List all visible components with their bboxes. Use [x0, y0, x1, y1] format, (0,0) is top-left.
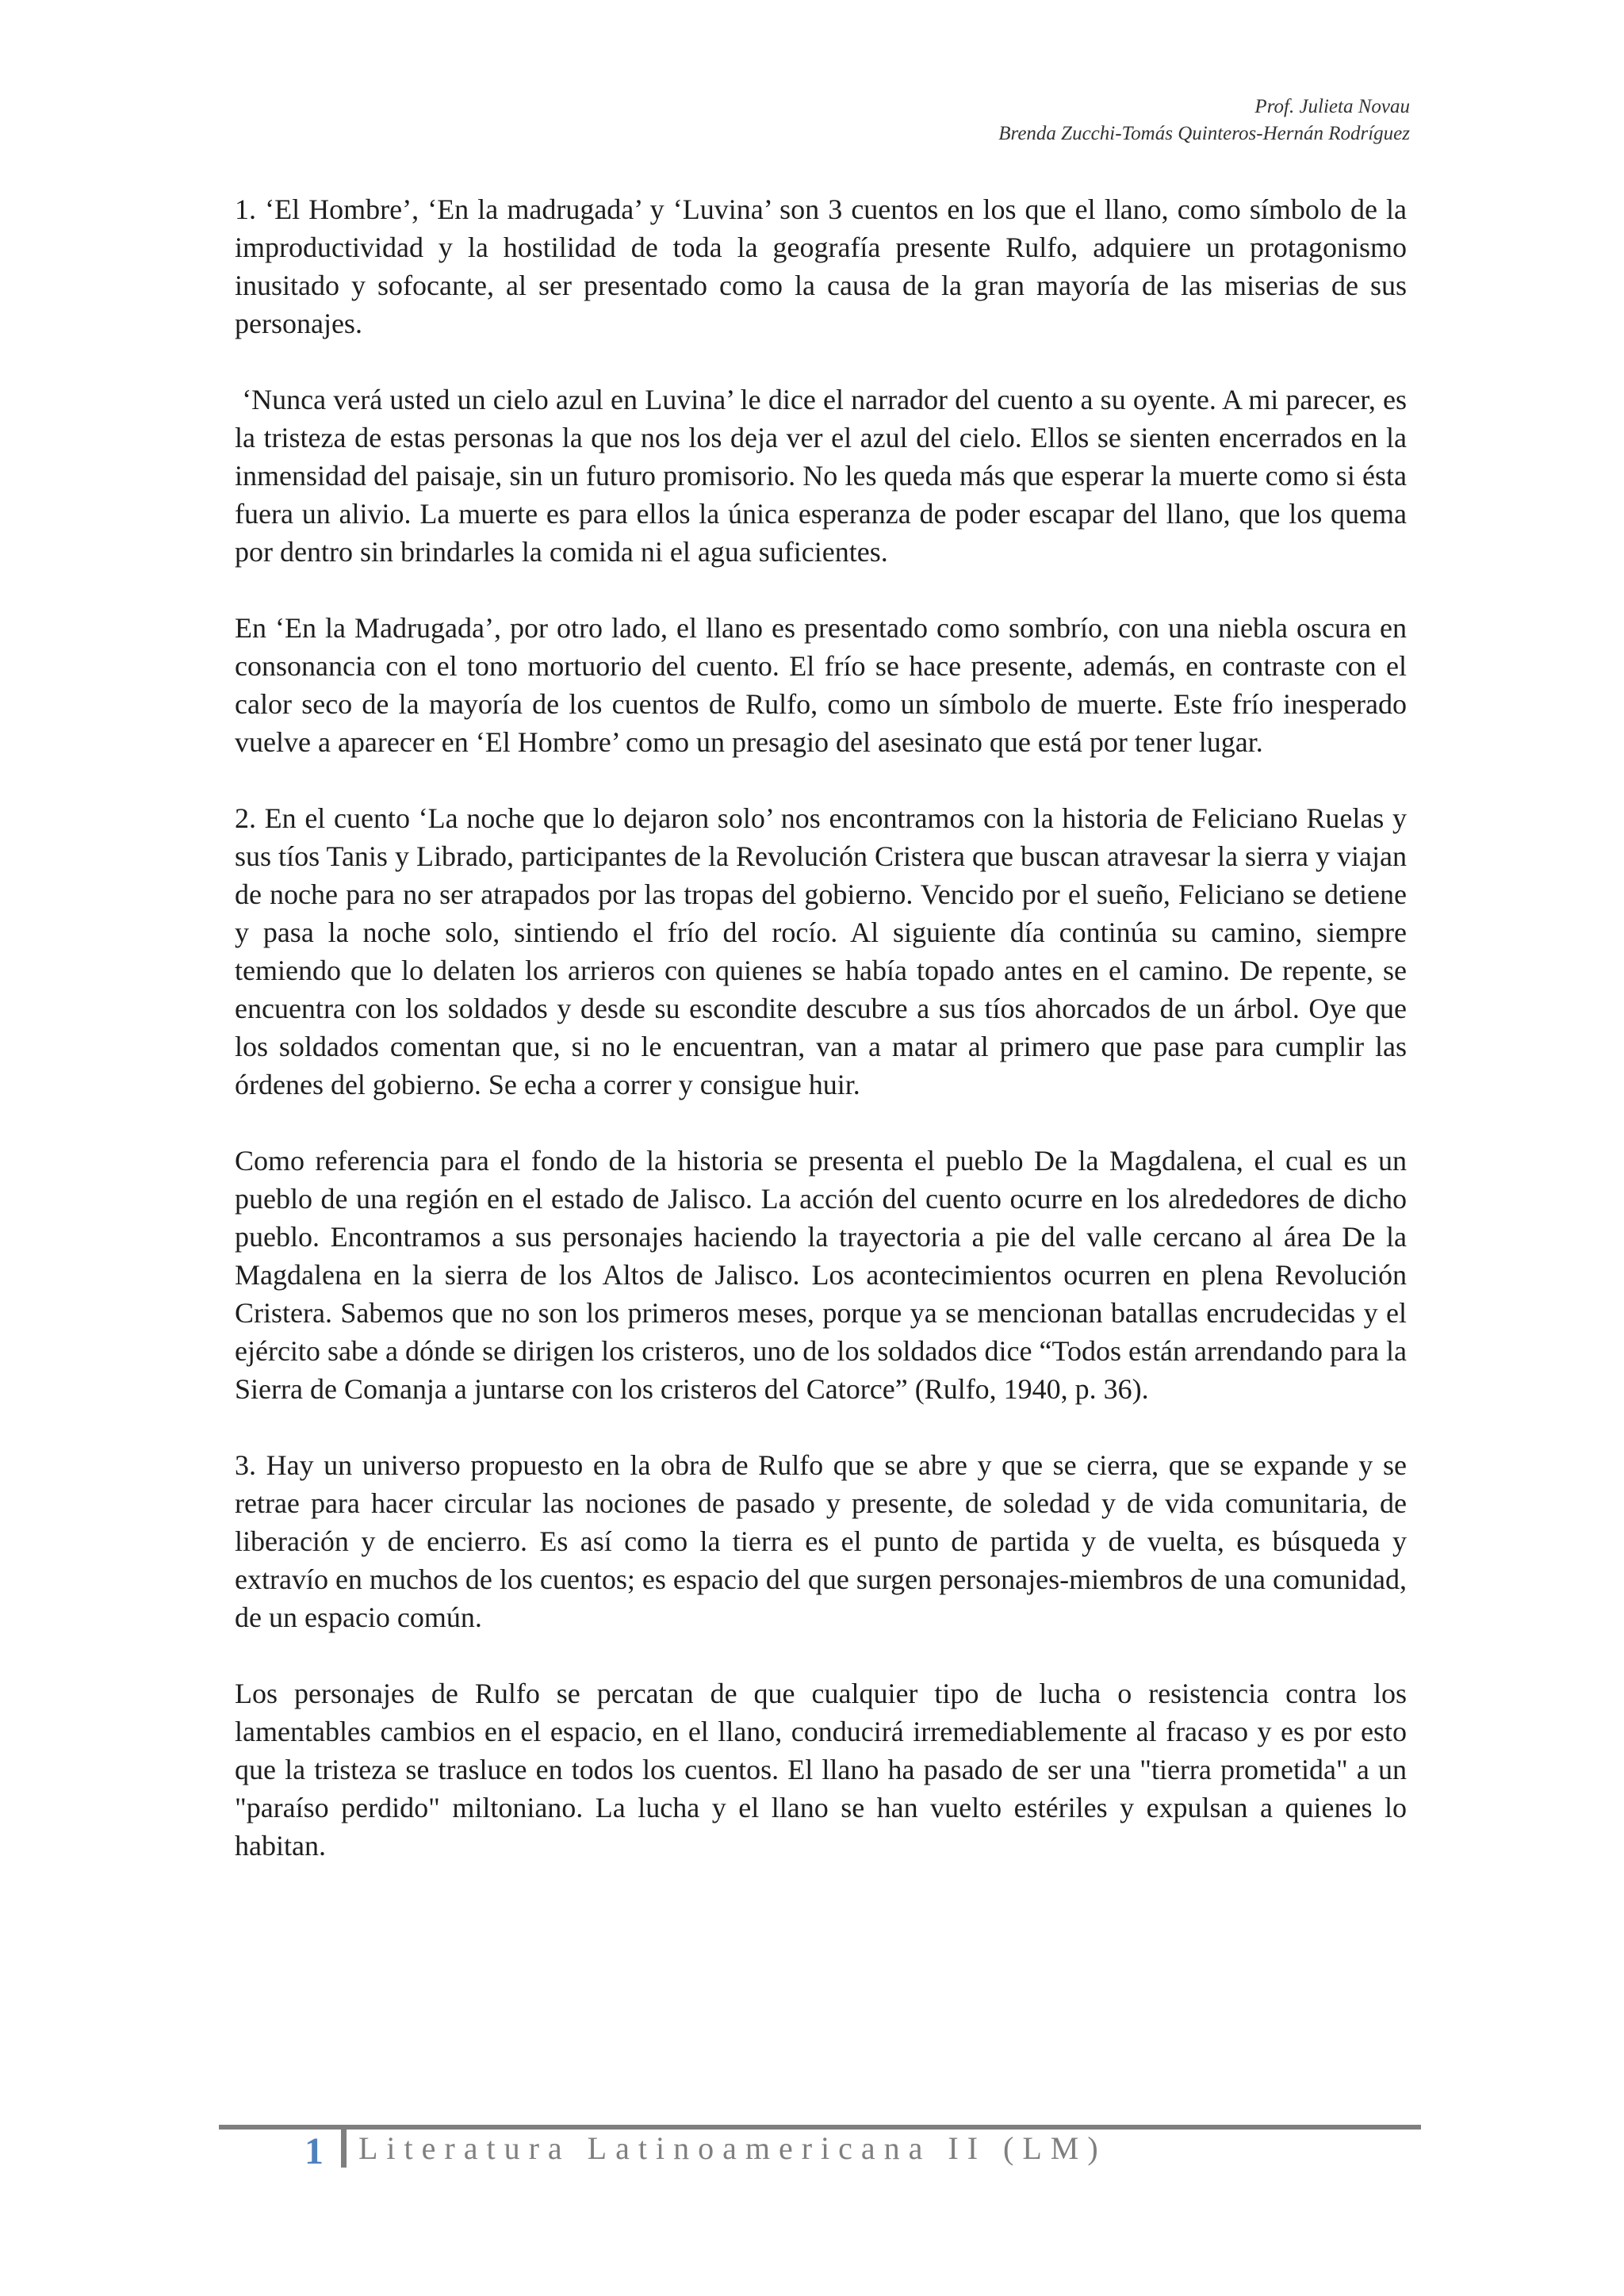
paragraph-2: ‘Nunca verá usted un cielo azul en Luvina’ le dice el narrador del cuento a su oyente. A mi parecer, es la tristeza de estas personas la que nos los deja ver el azul del cielo. Ellos se sienten encerrados en la inmensidad del paisaje, sin un futuro promisorio. No les queda más que esperar la muerte como si ésta fuera un alivio. La muerte es para ellos la única esperanza de poder escapar del llano, que los quema por dentro sin brindarles la comida ni el agua suficientes.: [235, 384, 1415, 568]
paragraph-5: Como referencia para el fondo de la historia se presenta el pueblo De la Magdalena, el cual es un pueblo de una región en el estado de Jalisco. La acción del cuento ocurre en los alrededores de dicho pueblo. Encontramos a sus personajes haciendo la trayectoria a pie del valle cercano al área De la Magdalena en la sierra de los Altos de Jalisco. Los acontecimientos ocurren en plena Revolución Cristera. Sabemos que no son los primeros meses, porque ya se mencionan batallas encrudecidas y el ejército sabe a dónde se dirigen los cristeros, uno de los soldados dice “Todos están arrendando para la Sierra de Comanja a juntarse con los cristeros del Catorce” (Rulfo, 1940, p. 36).: [235, 1145, 1407, 1405]
footer-course-title: Literatura Latinoamericana II (LM): [358, 2130, 1107, 2166]
header-students: Brenda Zucchi-Tomás Quinteros-Hernán Rodríguez: [998, 123, 1410, 144]
document-body: [235, 190, 1415, 1865]
header-author: Prof. Julieta Novau: [1254, 96, 1410, 117]
paragraph-6: 3. Hay un universo propuesto en la obra de Rulfo que se abre y que se cierra, que se expande y se retrae para hacer circular las nociones de pasado y presente, de soledad y de vida comunitaria, de liberación y de encierro. Es así como la tierra es el punto de partida y de vuelta, es búsqueda y extravío en muchos de los cuentos; es espacio del que surgen personajes-miembros de una comunidad, de un espacio común.: [235, 1449, 1407, 1633]
paragraph-1: 1. ‘El Hombre’, ‘En la madrugada’ y ‘Luvina’ son 3 cuentos en los que el llano, como símbolo de la improductividad y la hostilidad de toda la geografía presente Rulfo, adquiere un protagonismo inusitado y sofocante, al ser presentado como la causa de la gran mayoría de las miserias de sus personajes.: [235, 193, 1407, 339]
paragraph-7: Los personajes de Rulfo se percatan de que cualquier tipo de lucha o resistencia contra los lamentables cambios en el espacio, en el llano, conducirá irremediablemente al fracaso y es por esto que la tristeza se trasluce en todos los cuentos. El llano ha pasado de ser una "tierra prometida" a un "paraíso perdido" miltoniano. La lucha y el llano se han vuelto estériles y expulsan a quienes lo habitan.: [235, 1678, 1407, 1862]
page-header: [998, 94, 1410, 147]
footer-separator: [341, 2128, 347, 2168]
paragraph-3: En ‘En la Madrugada’, por otro lado, el llano es presentado como sombrío, con una niebla oscura en consonancia con el tono mortuorio del cuento. El frío se hace presente, además, en contraste con el calor seco de la mayoría de los cuentos de Rulfo, como un símbolo de muerte. Este frío inesperado vuelve a aparecer en ‘El Hombre’ como un presagio del asesinato que está por tener lugar.: [235, 612, 1407, 758]
paragraph-4: 2. En el cuento ‘La noche que lo dejaron solo’ nos encontramos con la historia de Feliciano Ruelas y sus tíos Tanis y Librado, participantes de la Revolución Cristera que buscan atravesar la sierra y viajan de noche para no ser atrapados por las tropas del gobierno. Vencido por el sueño, Feliciano se detiene y pasa la noche solo, sintiendo el frío del rocío. Al siguiente día continúa su camino, siempre temiendo que lo delaten los arrieros con quienes se había topado antes en el camino. De repente, se encuentra con los soldados y desde su escondite descubre a sus tíos ahorcados de un árbol. Oye que los soldados comentan que, si no le encuentran, van a matar al primero que pase para cumplir las órdenes del gobierno. Se echa a correr y consigue huir.: [235, 802, 1407, 1100]
page-number: 1: [304, 2130, 324, 2172]
